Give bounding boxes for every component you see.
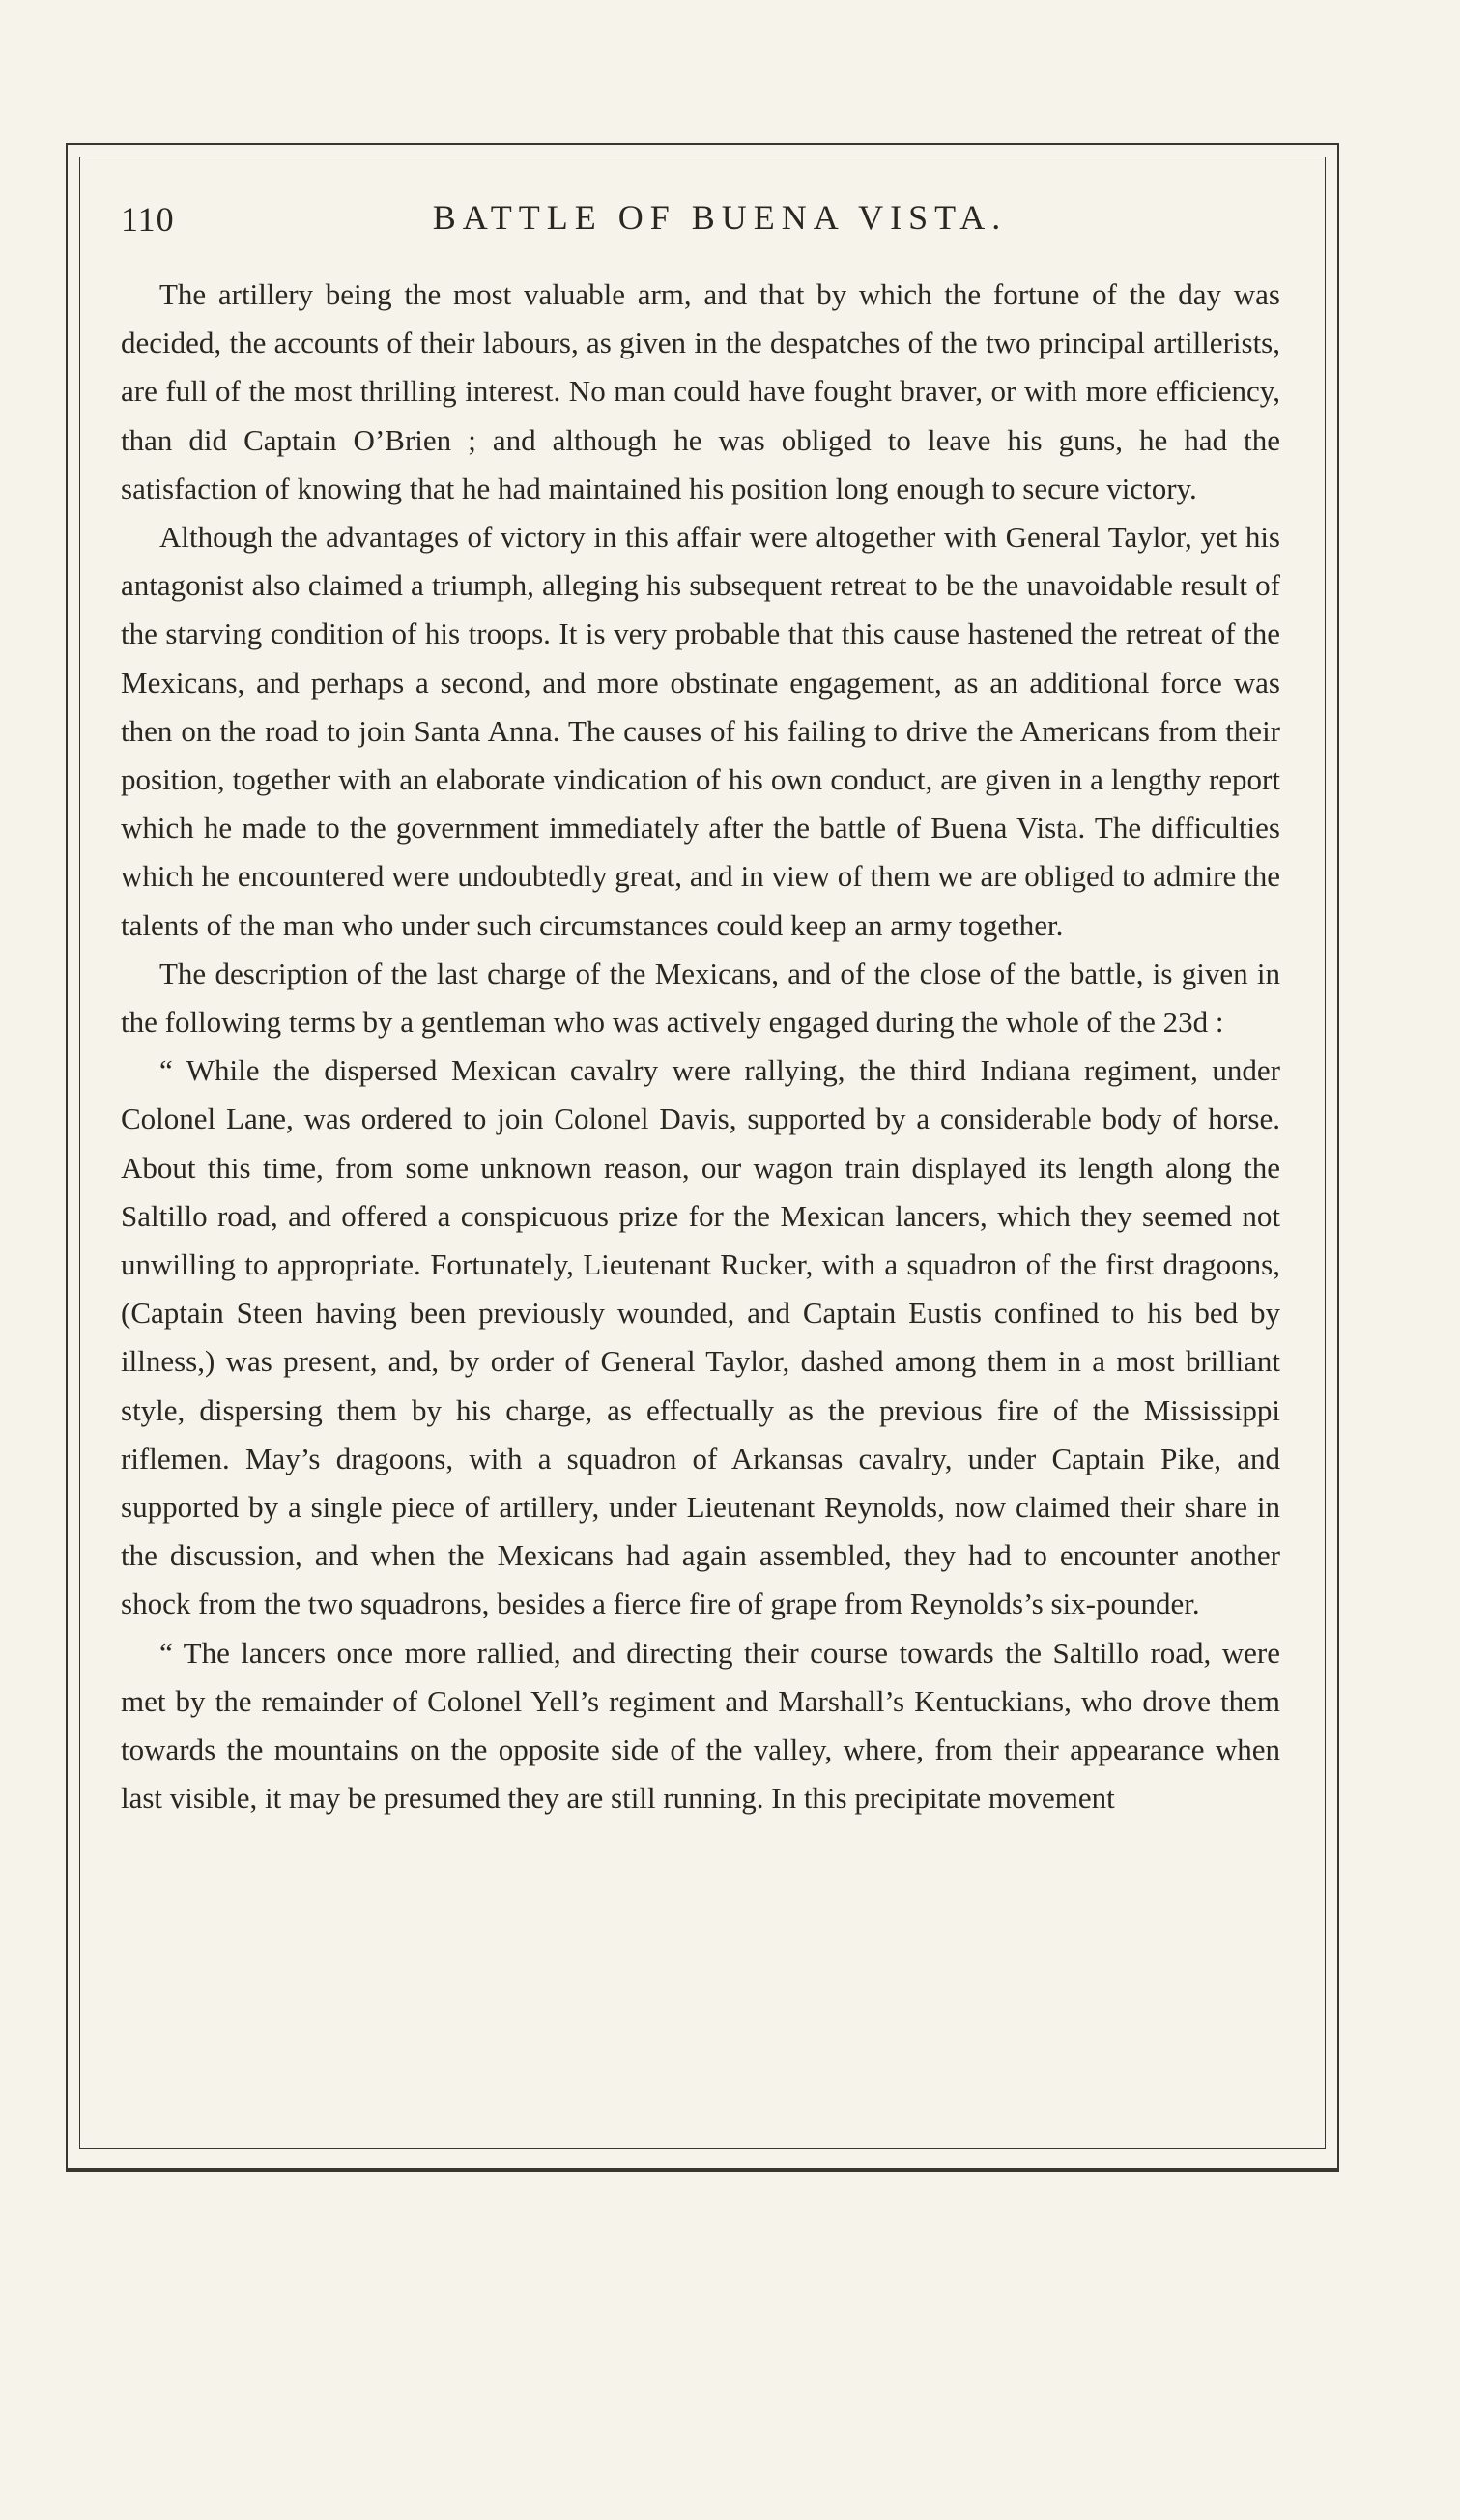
paragraph: The artillery being the most valuable arm, and that by which the fortune of the day was decided, the accounts of their labours, as given in the despatches of the two principal artillerists, are full of the most thrilling interest. No man could have fought braver, or with more efficiency, than did Captain O’Brien ; and although he was obliged to leave his guns, he had the satisfaction of knowing that he had maintained his position long enough to secure victory. [121, 277, 1280, 505]
running-title: BATTLE OF BUENA VISTA. [432, 198, 1008, 237]
page-header [121, 191, 1280, 251]
page-content [121, 191, 1280, 1823]
page-number: 110 [121, 200, 175, 239]
paragraph: Although the advantages of victory in this affair were altogether with General Taylor, yet his antagonist also claimed a triumph, alleging his subsequent retreat to be the unavoidable result of the starving condition of his troops. It is very probable that this cause hastened the retreat of the Mexicans, and perhaps a second, and more obstinate engagement, as an additional force was then on the road to join Santa Anna. The causes of his failing to drive the Americans from their position, together with an elaborate vindication of his own conduct, are given in a lengthy report which he made to the government immediately after the battle of Buena Vista. The difficulties which he encountered were undoubtedly great, and in view of them we are obliged to admire the talents of the man who under such circumstances could keep an army together. [121, 520, 1280, 942]
paragraph: “ While the dispersed Mexican cavalry were rallying, the third Indiana regiment, under Colonel Lane, was ordered to join Colonel Davis, supported by a considerable body of horse. About this time, from some unknown reason, our wagon train displayed its length along the Saltillo road, and offered a conspicuous prize for the Mexican lancers, which they seemed not unwilling to appropriate. Fortunately, Lieutenant Rucker, with a squadron of the first dragoons, (Captain Steen having been previously wounded, and Captain Eustis confined to his bed by illness,) was present, and, by order of General Taylor, dashed among them in a most brilliant style, dispersing them by his charge, as effectually as the previous fire of the Mississippi riflemen. May’s dragoons, with a squadron of Arkansas cavalry, under Captain Pike, and supported by a single piece of artillery, under Lieutenant Reynolds, now claimed their share in the discussion, and when the Mexicans had again assembled, they had to encounter another shock from the two squadrons, besides a fierce fire of grape from Reynolds’s six-pounder. [121, 1053, 1280, 1621]
paragraph: “ The lancers once more rallied, and directing their course towards the Saltillo road, were met by the remainder of Colonel Yell’s regiment and Marshall’s Kentuckians, who drove them towards the mountains on the opposite side of the valley, where, from their appearance when last visible, it may be presumed they are still running. In this precipitate movement [121, 1635, 1280, 1816]
paragraph: The description of the last charge of the Mexicans, and of the close of the battle, is given in the following terms by a gentleman who was actively engaged during the whole of the 23d : [121, 956, 1280, 1040]
